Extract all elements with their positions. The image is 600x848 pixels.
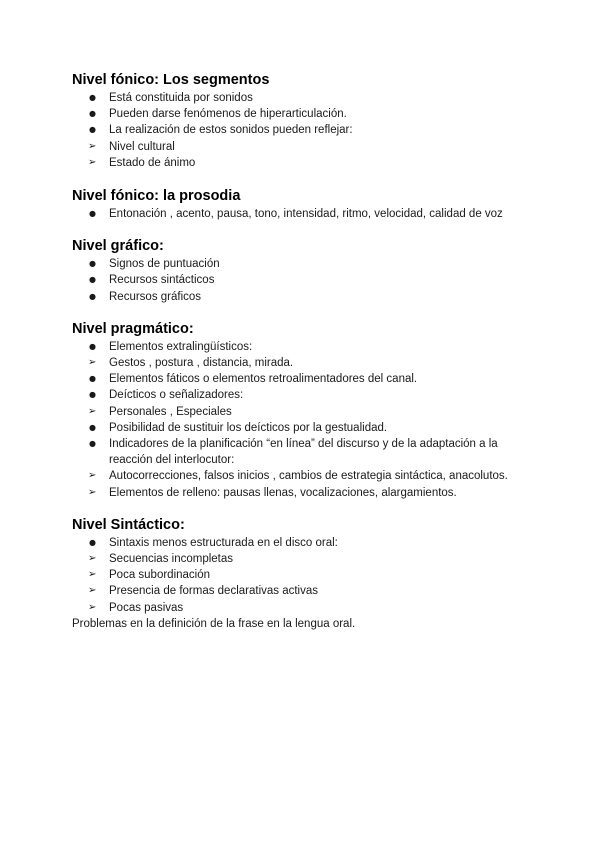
bullet-icon: ● xyxy=(89,125,96,135)
list-item-text: Autocorrecciones, falsos inicios , cambios de estrategia sintáctica, anacolutos. xyxy=(109,470,508,483)
closing-paragraph: Problemas en la definición de la frase en la lengua oral. xyxy=(72,617,356,630)
list-item xyxy=(72,355,542,371)
arrow-bullet-icon: ➢ xyxy=(88,553,97,565)
bullet-icon: ● xyxy=(89,209,96,219)
list-item xyxy=(72,206,542,222)
list-item xyxy=(72,139,542,155)
arrow-bullet-icon: ➢ xyxy=(88,601,97,613)
bullet-icon: ● xyxy=(89,275,96,285)
arrow-bullet-icon: ➢ xyxy=(88,470,97,482)
list-item xyxy=(72,600,542,616)
list-item-text: Recursos sintácticos xyxy=(109,274,215,287)
bullet-icon: ● xyxy=(89,422,96,432)
list-item xyxy=(72,122,542,138)
bullet-icon: ● xyxy=(89,341,96,351)
list-item xyxy=(72,339,542,355)
list-item xyxy=(72,468,542,484)
bullet-icon: ● xyxy=(89,259,96,269)
section-heading: Nivel fónico: Los segmentos xyxy=(72,72,270,88)
list-item-text: Presencia de formas declarativas activas xyxy=(109,585,319,598)
arrow-bullet-icon: ➢ xyxy=(88,486,97,498)
list-item xyxy=(72,436,542,468)
list-item xyxy=(72,420,542,436)
list-item xyxy=(72,272,542,288)
arrow-bullet-icon: ➢ xyxy=(88,585,97,597)
list-item-text: Elementos extralingüísticos: xyxy=(109,340,253,353)
list-item-text: Posibilidad de sustituir los deícticos por la gestualidad. xyxy=(109,421,388,434)
section-heading: Nivel Sintáctico: xyxy=(72,516,185,533)
list-item xyxy=(72,256,542,272)
list-item-text: Recursos gráficos xyxy=(109,290,202,303)
section-heading: Nivel gráfico: xyxy=(72,238,164,255)
bullet-icon: ● xyxy=(89,390,96,400)
bullet-icon: ● xyxy=(89,374,96,384)
list-item xyxy=(72,485,542,501)
arrow-bullet-icon: ➢ xyxy=(88,156,97,168)
bullet-icon: ● xyxy=(89,537,96,547)
list-item xyxy=(72,106,542,122)
list-item-text: Poca subordinación xyxy=(109,569,211,582)
list-item xyxy=(72,535,542,551)
section-fonico-segmentos xyxy=(72,72,542,171)
list-item xyxy=(72,404,542,420)
list-item-text: Estado de ánimo xyxy=(109,156,196,169)
bullet-icon: ● xyxy=(89,439,96,449)
list-item xyxy=(72,551,542,567)
document-page xyxy=(72,72,542,644)
section-list xyxy=(72,339,542,501)
list-item-text: Pueden darse fenómenos de hiperarticulación. xyxy=(109,108,347,121)
arrow-bullet-icon: ➢ xyxy=(88,569,97,581)
list-item xyxy=(72,289,542,305)
list-item-text: Elementos de relleno: pausas llenas, vocalizaciones, alargamientos. xyxy=(109,486,457,499)
section-list xyxy=(72,256,542,305)
list-item xyxy=(72,567,542,583)
list-item xyxy=(72,90,542,106)
section-sintactico xyxy=(72,517,542,632)
list-item-text: Secuencias incompletas xyxy=(109,553,234,566)
list-item xyxy=(72,371,542,387)
list-item-text: Nivel cultural xyxy=(109,140,175,153)
list-item-text: La realización de estos sonidos pueden reflejar: xyxy=(109,124,353,137)
section-list xyxy=(72,206,542,222)
list-item-text: Gestos , postura , distancia, mirada. xyxy=(109,357,294,370)
list-item-text: Sintaxis menos estructurada en el disco oral: xyxy=(109,536,338,549)
list-item-text: Elementos fáticos o elementos retroalimentadores del canal. xyxy=(109,373,418,386)
arrow-bullet-icon: ➢ xyxy=(88,140,97,152)
list-item xyxy=(72,387,542,403)
bullet-icon: ● xyxy=(89,291,96,301)
list-item-text: Pocas pasivas xyxy=(109,601,184,614)
list-item-text: Está constituida por sonidos xyxy=(109,92,253,104)
arrow-bullet-icon: ➢ xyxy=(88,357,97,369)
list-item xyxy=(72,583,542,599)
list-item-text: Signos de puntuación xyxy=(109,258,220,271)
section-heading: Nivel pragmático: xyxy=(72,320,194,337)
bullet-icon: ● xyxy=(89,109,96,119)
section-heading: Nivel fónico: la prosodia xyxy=(72,188,241,205)
section-fonico-prosodia xyxy=(72,188,542,222)
list-item-text: Entonación , acento, pausa, tono, intensidad, ritmo, velocidad, calidad de voz xyxy=(109,208,503,221)
list-item xyxy=(72,155,542,171)
list-item-text: Deícticos o señalizadores: xyxy=(109,389,244,402)
section-list xyxy=(72,535,542,616)
section-grafico xyxy=(72,238,542,305)
list-item-text: Indicadores de la planificación “en línea” del discurso y de la adaptación a la reacción del interlocutor: xyxy=(109,438,498,467)
section-list xyxy=(72,90,542,171)
arrow-bullet-icon: ➢ xyxy=(88,405,97,417)
section-pragmatico xyxy=(72,321,542,501)
list-item-text: Personales , Especiales xyxy=(109,405,232,418)
bullet-icon: ● xyxy=(89,93,96,102)
